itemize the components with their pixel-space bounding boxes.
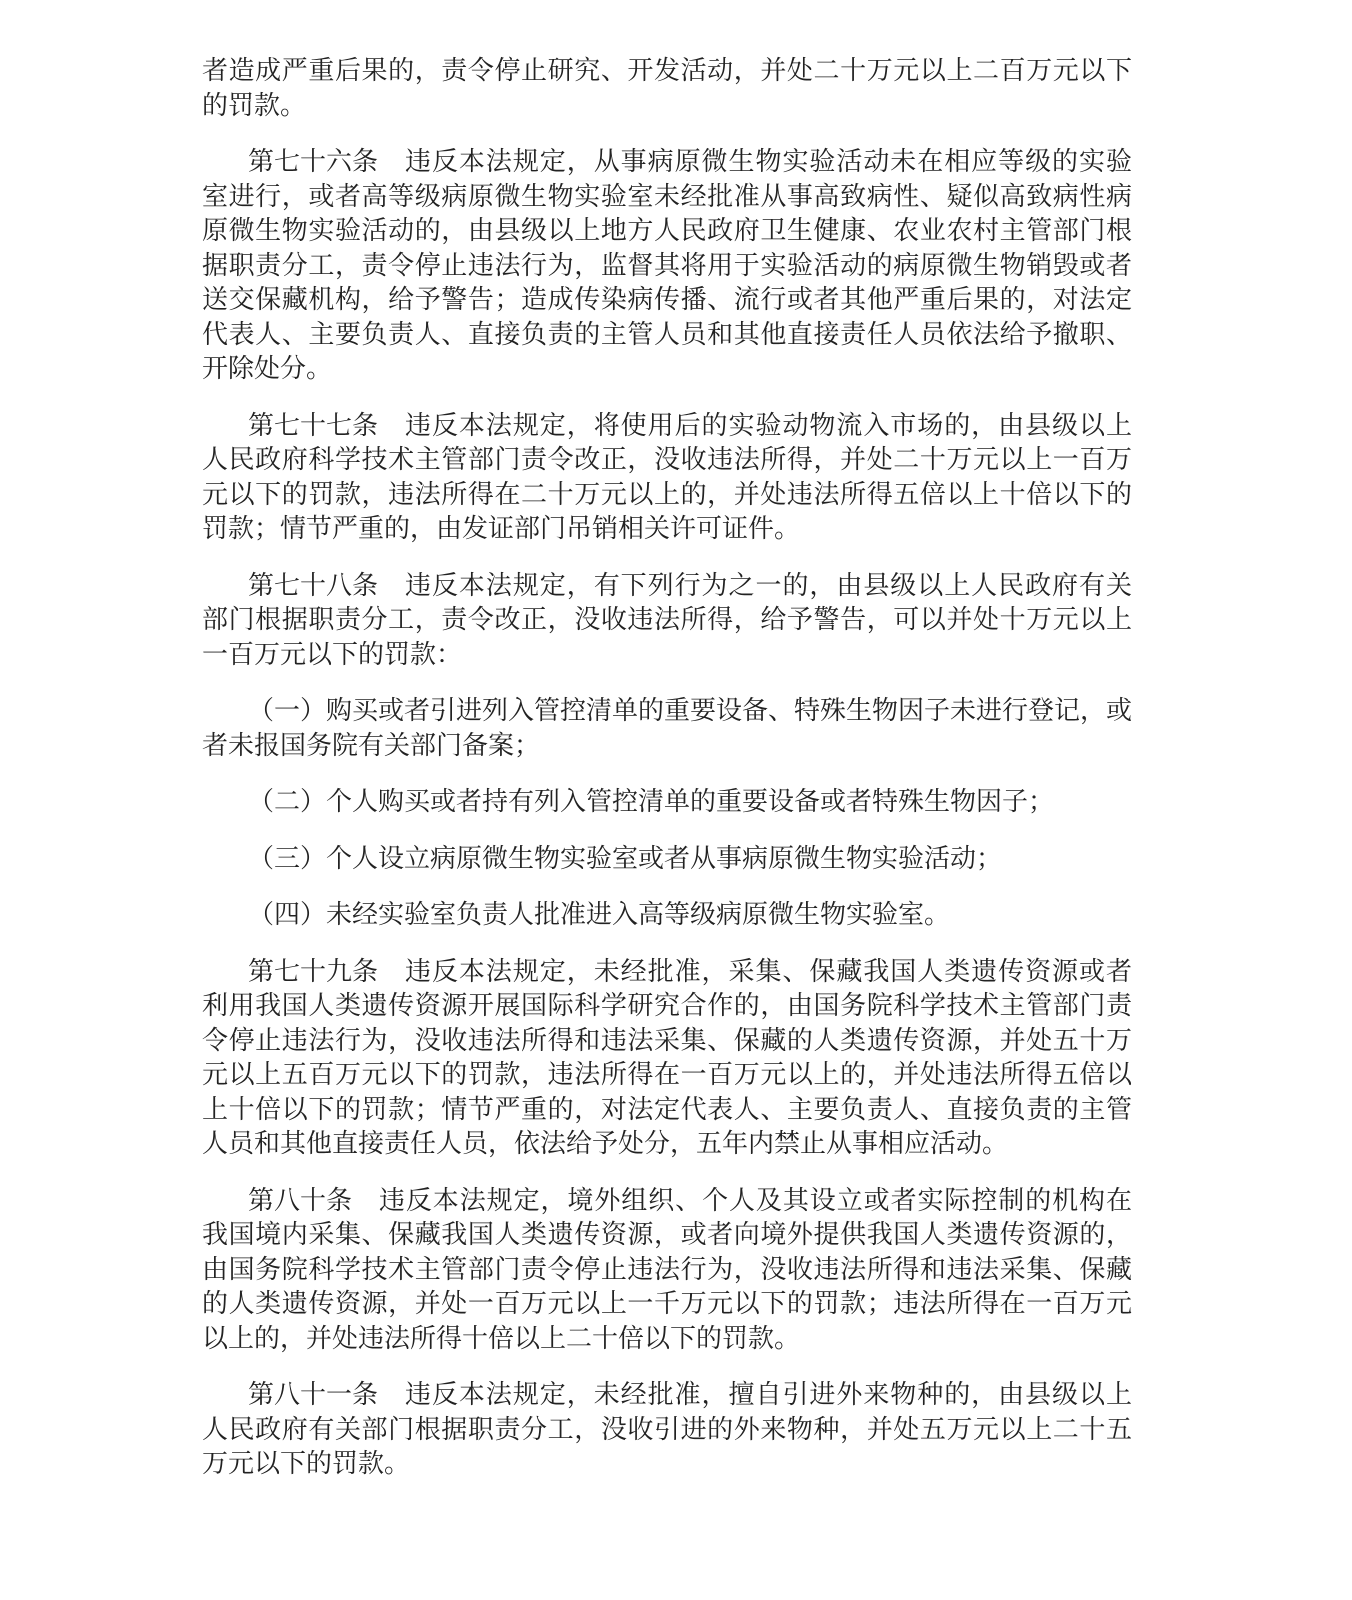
continuation-paragraph: 者造成严重后果的，责令停止研究、开发活动，并处二十万元以上二百万元以下的罚款。 [202, 56, 1132, 121]
article-81 [202, 1378, 1132, 1482]
article-76 [202, 145, 1132, 387]
list-item: （四）未经实验室负责人批准进入高等级病原微生物实验室。 [248, 900, 951, 930]
list-item: （二）个人购买或者持有列入管控清单的重要设备或者特殊生物因子； [248, 787, 1055, 817]
article-number: 第七十九条 [248, 956, 379, 987]
article-number: 第八十一条 [248, 1380, 379, 1410]
article-79 [202, 955, 1132, 1162]
document-page [202, 54, 1132, 1504]
article-text: 违反本法规定，未经批准，擅自引进外来物种的，由县级以上人民政府有关部门根据职责分工，没收引进的外来物种，并处五万元以上二十五万元以下的罚款。 [202, 1380, 1132, 1479]
article-78 [202, 569, 1132, 673]
article-text: 违反本法规定，境外组织、个人及其设立或者实际控制的机构在我国境内采集、保藏我国人类遗传资源，或者向境外提供我国人类遗传资源的，由国务院科学技术主管部门责令停止违法行为，没收违法所得和违法采集、保藏的人类遗传资源，并处一百万元以上一千万元以下的罚款；违法所得在一百万元以上的，并处违法所得十倍以上二十倍以下的罚款。 [202, 1185, 1132, 1354]
article-text: 违反本法规定，有下列行为之一的，由县级以上人民政府有关部门根据职责分工，责令改正，没收违法所得，给予警告，可以并处十万元以上一百万元以下的罚款： [202, 570, 1132, 670]
list-item: （三）个人设立病原微生物实验室或者从事病原微生物实验活动； [248, 843, 1003, 874]
list-item: （一）购买或者引进列入管控清单的重要设备、特殊生物因子未进行登记，或者未报国务院有关部门备案； [202, 696, 1133, 761]
article-77 [202, 409, 1132, 547]
article-number: 第七十六条 [248, 147, 379, 177]
article-number: 第七十七条 [248, 410, 379, 441]
article-number: 第七十八条 [248, 570, 379, 601]
article-text: 违反本法规定，未经批准，采集、保藏我国人类遗传资源或者利用我国人类遗传资源开展国际科学研究合作的，由国务院科学技术主管部门责令停止违法行为，没收违法所得和违法采集、保藏的人类遗传资源，并处五十万元以上五百万元以下的罚款，违法所得在一百万元以上的，并处违法所得五倍以上十倍以下的罚款；情节严重的，对法定代表人、主要负责人、直接负责的主管人员和其他直接责任人员，依法给予处分，五年内禁止从事相应活动。 [202, 956, 1132, 1159]
article-80 [202, 1184, 1132, 1357]
article-text: 违反本法规定，将使用后的实验动物流入市场的，由县级以上人民政府科学技术主管部门责令改正，没收违法所得，并处二十万元以上一百万元以下的罚款，违法所得在二十万元以上的，并处违法所得五倍以上十倍以下的罚款；情节严重的，由发证部门吊销相关许可证件。 [202, 410, 1132, 544]
article-text: 违反本法规定，从事病原微生物实验活动未在相应等级的实验室进行，或者高等级病原微生物实验室未经批准从事高致病性、疑似高致病性病原微生物实验活动的，由县级以上地方人民政府卫生健康、农业农村主管部门根据职责分工，责令停止违法行为，监督其将用于实验活动的病原微生物销毁或者送交保藏机构，给予警告；造成传染病传播、流行或者其他严重后果的，对法定代表人、主要负责人、直接负责的主管人员和其他直接责任人员依法给予撤职、开除处分。 [202, 147, 1132, 384]
article-number: 第八十条 [248, 1185, 353, 1216]
